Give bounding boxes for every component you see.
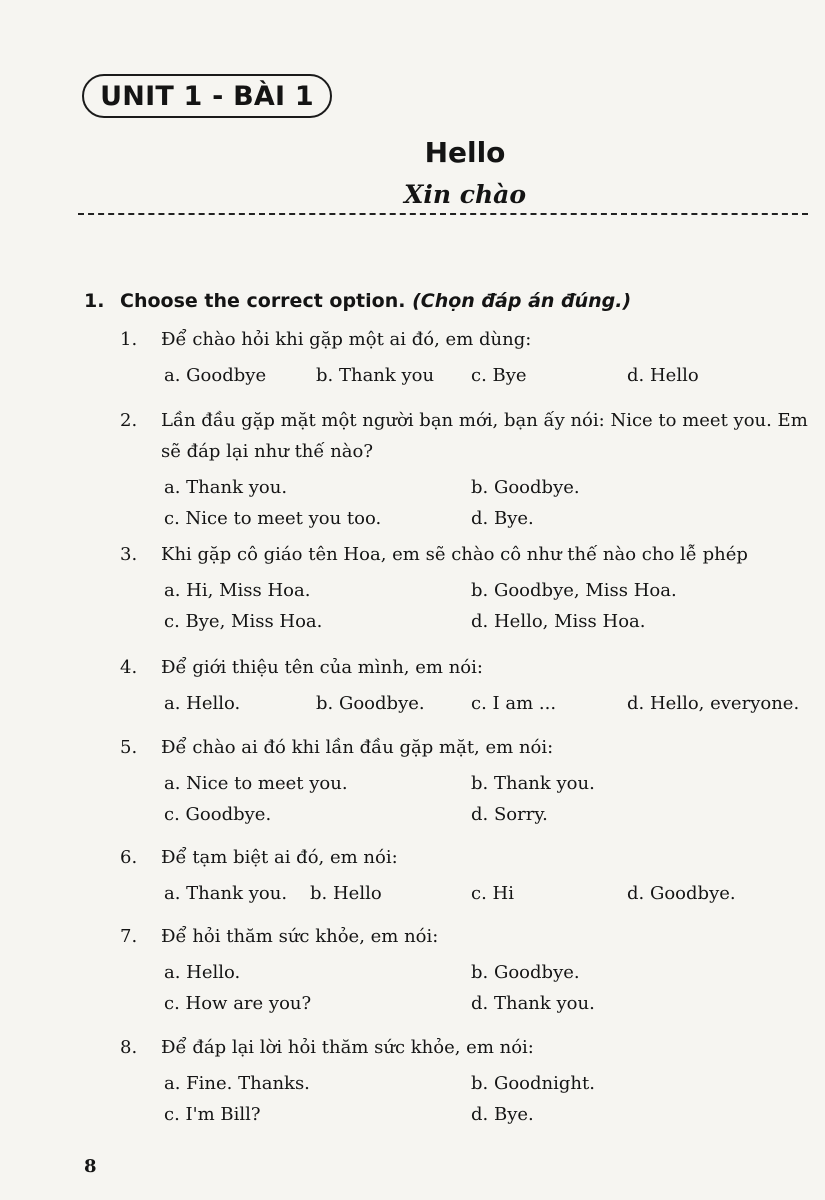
exercise-heading (84, 290, 631, 312)
question-2 (120, 405, 815, 534)
page-number: 8 (84, 1156, 97, 1177)
question-text: Để đáp lại lời hỏi thăm sức khỏe, em nói: (161, 1037, 534, 1058)
option-c: c. Nice to meet you too. (164, 508, 382, 529)
option-a: a. Fine. Thanks. (164, 1073, 310, 1094)
question-text: Để chào ai đó khi lần đầu gặp mặt, em nói: (161, 737, 554, 758)
question-number: 5. (120, 737, 138, 758)
option-c: c. I'm Bill? (164, 1104, 261, 1125)
option-c: c. How are you? (164, 993, 312, 1014)
question-8 (120, 1032, 815, 1130)
option-d: d. Sorry. (471, 804, 548, 825)
question-6 (120, 842, 815, 909)
option-d: d. Bye. (471, 508, 534, 529)
question-number: 6. (120, 847, 138, 868)
option-b: b. Goodnight. (471, 1073, 595, 1094)
question-1 (120, 324, 815, 391)
option-b: b. Goodbye. (471, 477, 580, 498)
option-b: b. Thank you. (471, 773, 595, 794)
question-number: 8. (120, 1037, 138, 1058)
question-text: Để tạm biệt ai đó, em nói: (161, 847, 398, 868)
option-d: d. Hello, Miss Hoa. (471, 611, 646, 632)
option-c: c. Bye, Miss Hoa. (164, 611, 323, 632)
unit-badge: UNIT 1 - BÀI 1 (82, 74, 332, 118)
option-a: a. Hello. (164, 693, 241, 714)
question-number: 7. (120, 926, 138, 947)
exercise-instruction-vi: (Chọn đáp án đúng.) (412, 290, 632, 312)
option-d: d. Bye. (471, 1104, 534, 1125)
option-a: a. Goodbye (164, 365, 267, 386)
option-a: a. Hi, Miss Hoa. (164, 580, 311, 601)
question-4 (120, 652, 815, 719)
dashed-divider (78, 213, 808, 215)
question-7 (120, 921, 815, 1019)
option-b: b. Hello (310, 883, 382, 904)
option-b: b. Goodbye, Miss Hoa. (471, 580, 677, 601)
question-text: Để chào hỏi khi gặp một ai đó, em dùng: (161, 329, 532, 350)
lesson-subtitle: Xin chào (403, 180, 527, 209)
option-b: b. Thank you (316, 365, 435, 386)
option-d: d. Hello, everyone. (627, 693, 800, 714)
exercise-instruction: Choose the correct option. (120, 290, 406, 312)
option-d: d. Thank you. (471, 993, 595, 1014)
option-c: c. Bye (471, 365, 527, 386)
option-c: c. I am ... (471, 693, 557, 714)
question-3 (120, 539, 815, 637)
option-b: b. Goodbye. (316, 693, 425, 714)
question-number: 1. (120, 329, 138, 350)
question-text: Lần đầu gặp mặt một người bạn mới, bạn ấy nói: Nice to meet you. Em sẽ đáp lại như thế nào? (161, 410, 808, 462)
question-5 (120, 732, 815, 830)
question-number: 4. (120, 657, 138, 678)
question-text: Để giới thiệu tên của mình, em nói: (161, 657, 483, 678)
option-c: c. Goodbye. (164, 804, 272, 825)
option-a: a. Thank you. (164, 477, 288, 498)
question-number: 3. (120, 544, 138, 565)
option-d: d. Goodbye. (627, 883, 736, 904)
option-a: a. Nice to meet you. (164, 773, 348, 794)
lesson-title: Hello (424, 136, 506, 169)
option-d: d. Hello (627, 365, 699, 386)
exercise-number: 1. (84, 290, 105, 312)
question-text: Để hỏi thăm sức khỏe, em nói: (161, 926, 439, 947)
option-b: b. Goodbye. (471, 962, 580, 983)
option-a: a. Thank you. (164, 883, 288, 904)
question-number: 2. (120, 410, 138, 431)
question-text: Khi gặp cô giáo tên Hoa, em sẽ chào cô như thế nào cho lễ phép (161, 544, 748, 565)
option-a: a. Hello. (164, 962, 241, 983)
option-c: c. Hi (471, 883, 514, 904)
